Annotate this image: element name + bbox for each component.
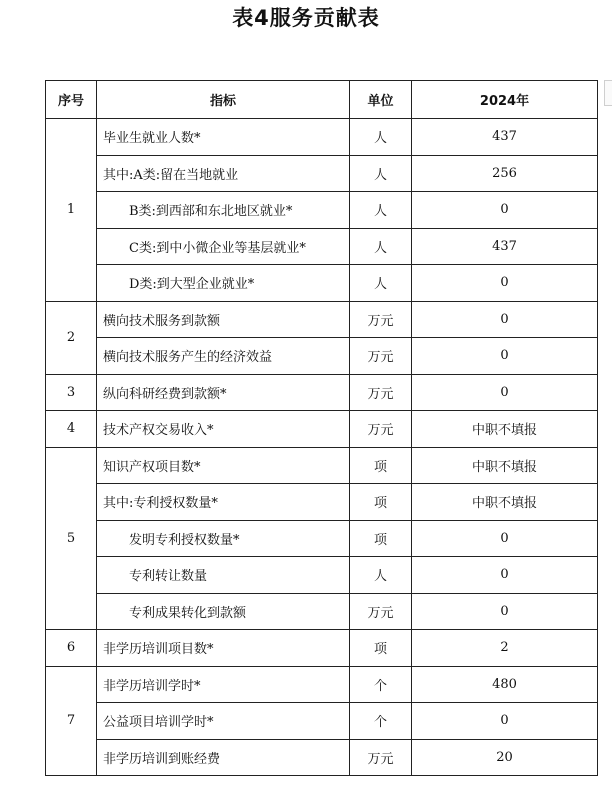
unit-cell: 万元 (350, 411, 412, 448)
indicator-cell: 发明专利授权数量* (97, 520, 350, 557)
table-body (46, 119, 598, 776)
header-unit: 单位 (350, 81, 412, 119)
row-number: 2 (46, 301, 97, 374)
unit-cell: 人 (350, 265, 412, 302)
value-cell: 437 (412, 228, 598, 265)
unit-cell: 人 (350, 228, 412, 265)
indicator-cell: 非学历培训项目数* (97, 630, 350, 667)
indicator-cell: 毕业生就业人数* (97, 119, 350, 156)
unit-cell: 人 (350, 192, 412, 229)
indicator-cell: 公益项目培训学时* (97, 703, 350, 740)
indicator-cell: 横向技术服务产生的经济效益 (97, 338, 350, 375)
indicator-cell: 技术产权交易收入* (97, 411, 350, 448)
value-cell: 0 (412, 301, 598, 338)
indicator-cell: 纵向科研经费到款额* (97, 374, 350, 411)
service-contribution-table (45, 80, 598, 776)
row-number: 3 (46, 374, 97, 411)
unit-cell: 万元 (350, 374, 412, 411)
header-no: 序号 (46, 81, 97, 119)
value-cell: 20 (412, 739, 598, 776)
table-row (46, 447, 598, 484)
value-cell: 中职不填报 (412, 447, 598, 484)
value-cell: 0 (412, 265, 598, 302)
table-row (46, 666, 598, 703)
unit-cell: 项 (350, 484, 412, 521)
unit-cell: 个 (350, 703, 412, 740)
indicator-cell: C类:到中小微企业等基层就业* (97, 228, 350, 265)
row-number: 7 (46, 666, 97, 776)
table-row (46, 338, 598, 375)
value-cell: 中职不填报 (412, 411, 598, 448)
value-cell: 2 (412, 630, 598, 667)
table-row (46, 703, 598, 740)
unit-cell: 人 (350, 119, 412, 156)
table-row (46, 228, 598, 265)
value-cell: 0 (412, 374, 598, 411)
table-title: 表4服务贡献表 (232, 6, 380, 30)
indicator-cell: B类:到西部和东北地区就业* (97, 192, 350, 229)
value-cell: 0 (412, 192, 598, 229)
table-row (46, 374, 598, 411)
unit-cell: 万元 (350, 338, 412, 375)
value-cell: 0 (412, 703, 598, 740)
value-cell: 中职不填报 (412, 484, 598, 521)
indicator-cell: 专利成果转化到款额 (97, 593, 350, 630)
table-row (46, 301, 598, 338)
indicator-cell: 非学历培训学时* (97, 666, 350, 703)
indicator-cell: 知识产权项目数* (97, 447, 350, 484)
table-row (46, 119, 598, 156)
unit-cell: 项 (350, 520, 412, 557)
indicator-cell: D类:到大型企业就业* (97, 265, 350, 302)
indicator-cell: 其中:A类:留在当地就业 (97, 155, 350, 192)
row-number: 4 (46, 411, 97, 448)
table-row (46, 630, 598, 667)
value-cell: 0 (412, 520, 598, 557)
value-cell: 0 (412, 557, 598, 594)
indicator-cell: 其中:专利授权数量* (97, 484, 350, 521)
table-row (46, 520, 598, 557)
table-row (46, 593, 598, 630)
table-row (46, 411, 598, 448)
value-cell: 480 (412, 666, 598, 703)
header-indicator: 指标 (97, 81, 350, 119)
unit-cell: 项 (350, 447, 412, 484)
row-number: 1 (46, 119, 97, 302)
indicator-cell: 横向技术服务到款额 (97, 301, 350, 338)
value-cell: 0 (412, 338, 598, 375)
table-row (46, 192, 598, 229)
row-number: 6 (46, 630, 97, 667)
indicator-cell: 非学历培训到账经费 (97, 739, 350, 776)
unit-cell: 万元 (350, 301, 412, 338)
unit-cell: 人 (350, 557, 412, 594)
unit-cell: 个 (350, 666, 412, 703)
value-cell: 256 (412, 155, 598, 192)
table-row (46, 484, 598, 521)
unit-cell: 项 (350, 630, 412, 667)
row-number: 5 (46, 447, 97, 630)
table-row (46, 739, 598, 776)
unit-cell: 万元 (350, 593, 412, 630)
indicator-cell: 专利转让数量 (97, 557, 350, 594)
side-scroll-tab[interactable] (604, 80, 612, 106)
value-cell: 437 (412, 119, 598, 156)
header-row (46, 81, 598, 119)
table-row (46, 155, 598, 192)
table-row (46, 265, 598, 302)
table-row (46, 557, 598, 594)
header-year: 2024年 (412, 81, 598, 119)
unit-cell: 人 (350, 155, 412, 192)
unit-cell: 万元 (350, 739, 412, 776)
value-cell: 0 (412, 593, 598, 630)
